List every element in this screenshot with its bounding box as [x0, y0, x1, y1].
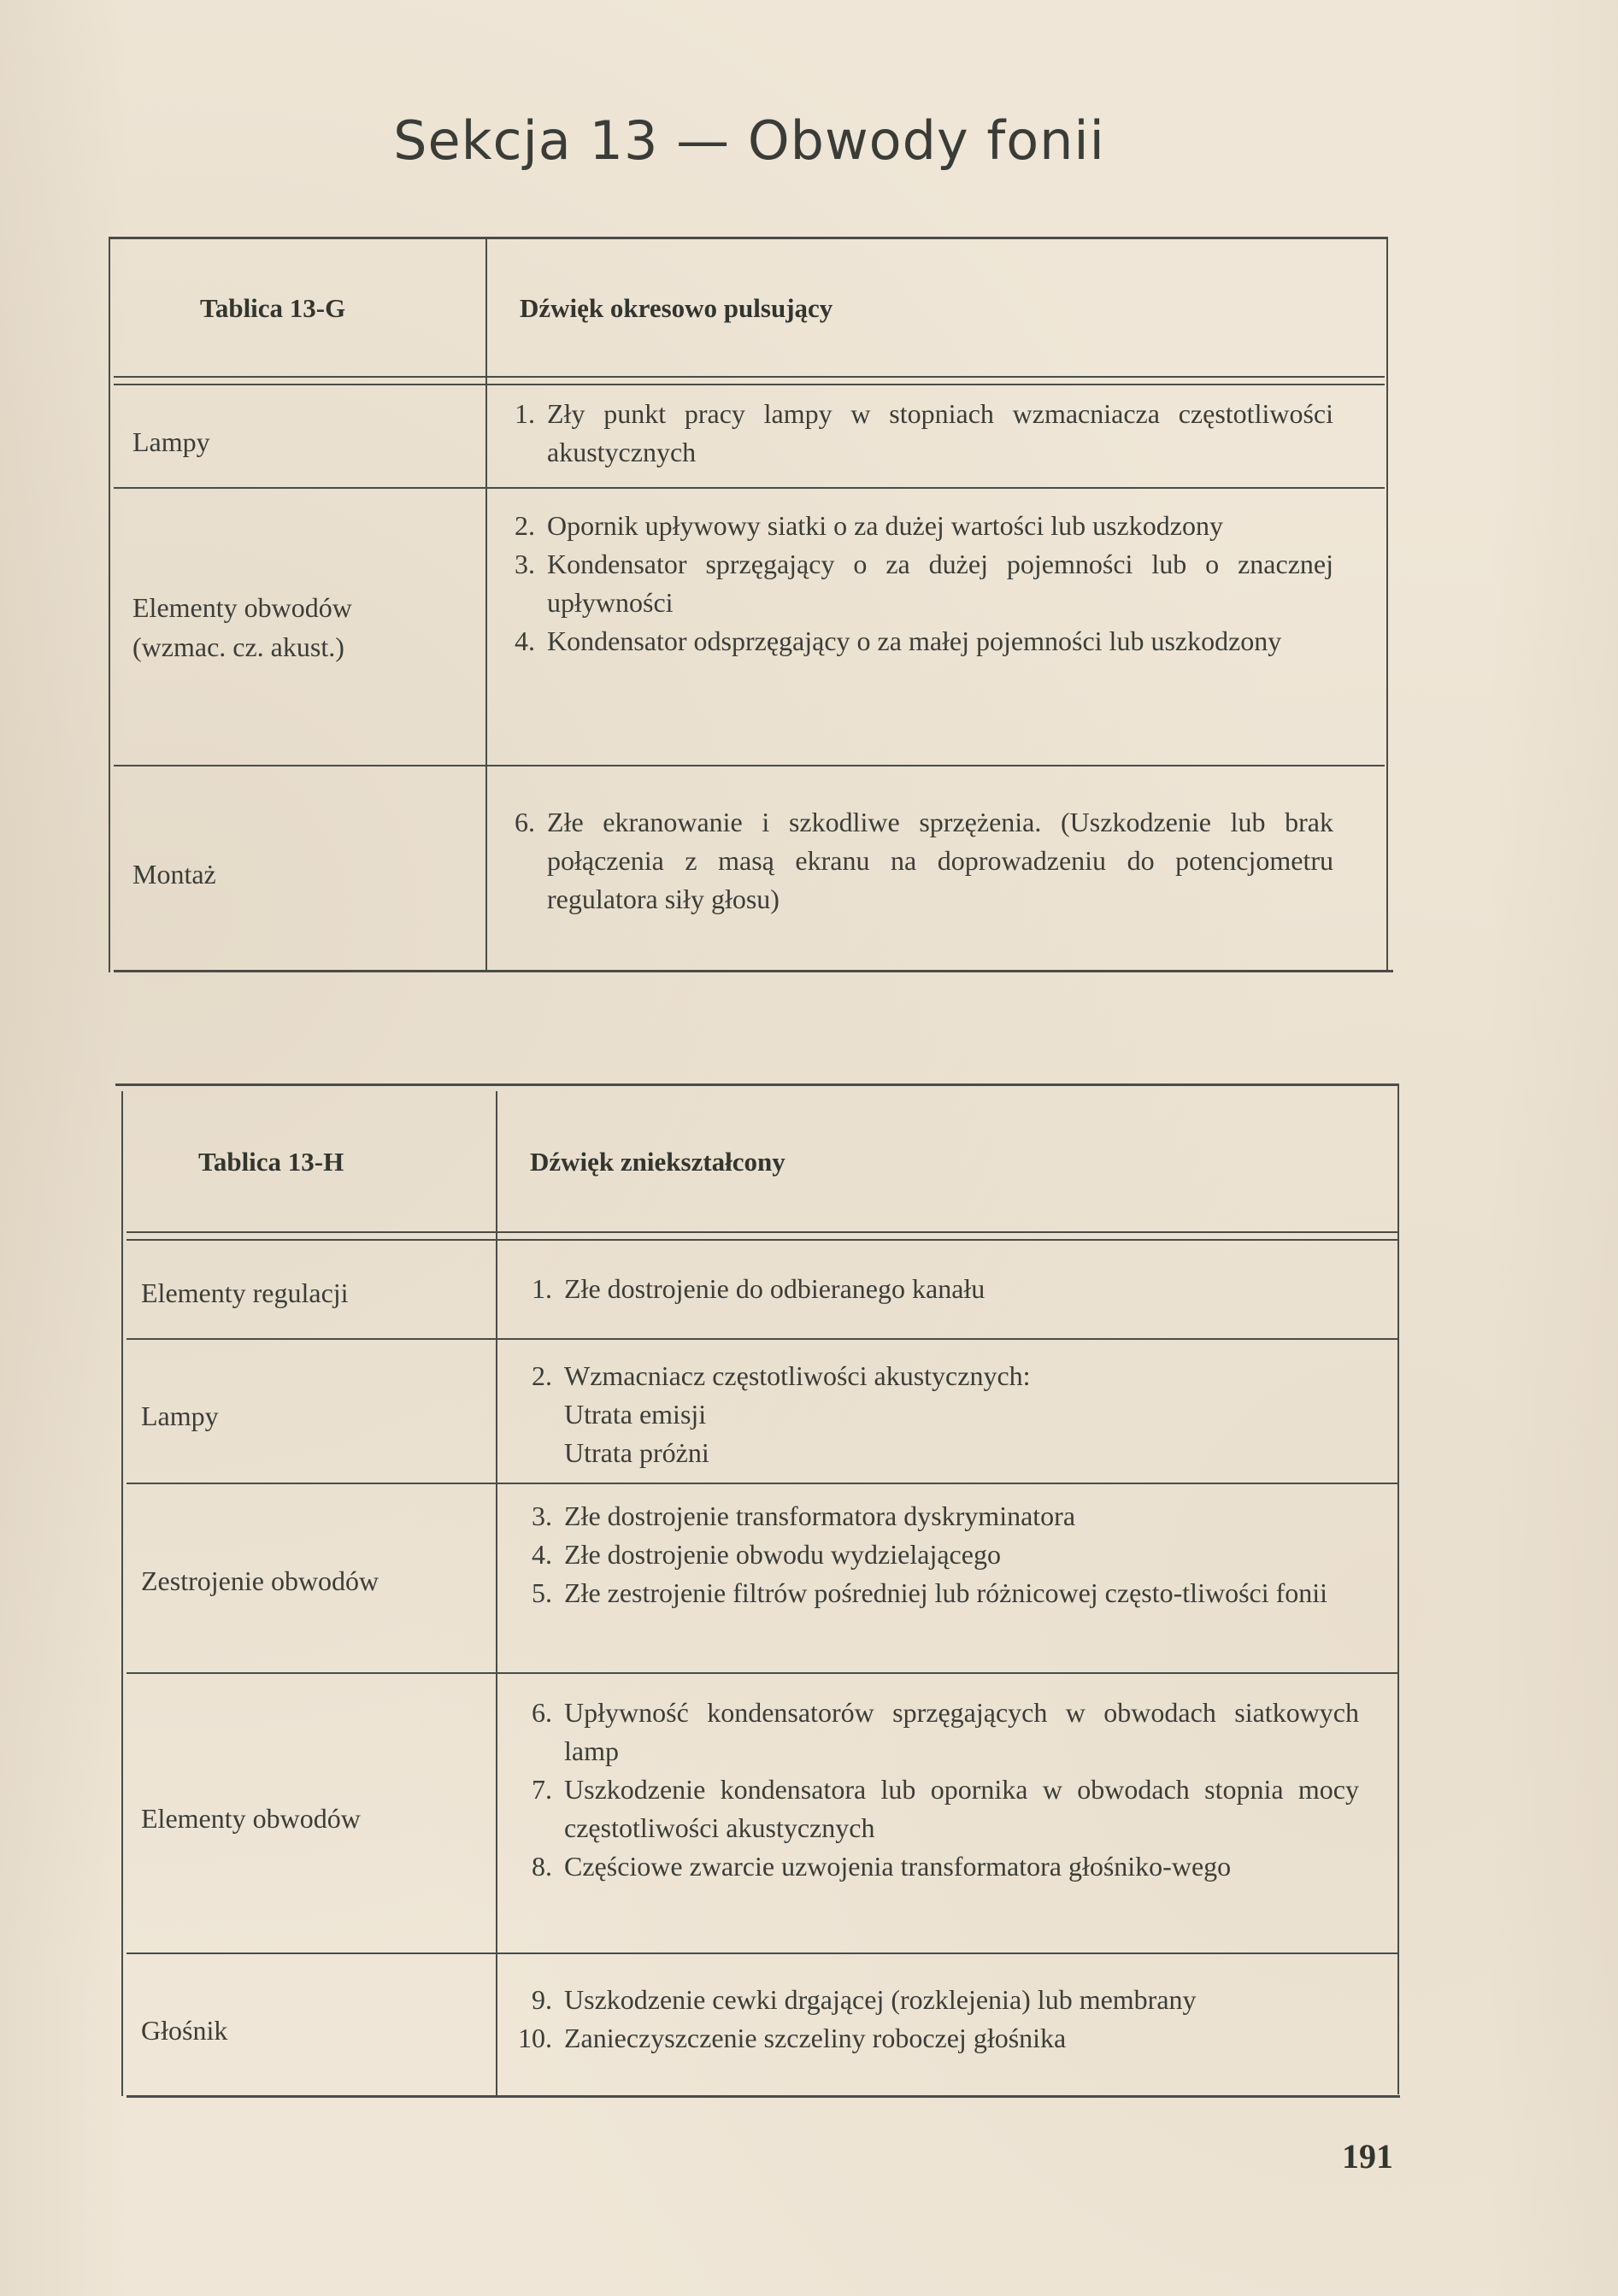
table-g-left-border — [109, 239, 110, 972]
list-item — [496, 622, 1333, 661]
list-item — [513, 1770, 1359, 1847]
item-number: 4. — [532, 1539, 552, 1570]
table-h-items — [513, 1270, 1359, 1308]
list-item — [513, 1981, 1368, 2019]
table-h-row-rule — [126, 1952, 1397, 1954]
table-h-category: Zestrojenie obwodów — [141, 1565, 379, 1596]
item-number: 5. — [532, 1577, 552, 1608]
item-number: 9. — [532, 1984, 552, 2015]
table-g-header-rule-1 — [114, 376, 1385, 378]
item-number: 7. — [532, 1774, 552, 1805]
item-number: 2. — [532, 1360, 552, 1391]
item-number: 3. — [515, 549, 535, 579]
table-h-row-rule — [126, 1483, 1397, 1484]
table-g-category: Lampy — [132, 426, 210, 457]
table-h-right-border — [1397, 1086, 1399, 2094]
item-number: 2. — [515, 510, 535, 541]
table-h-heading: Dźwięk zniekształcony — [530, 1147, 785, 1177]
table-g-category — [132, 588, 352, 666]
table-g-id-label: Tablica 13-G — [200, 293, 346, 323]
list-item — [513, 1270, 1359, 1308]
list-item — [513, 1357, 1359, 1395]
table-h-row-rule — [126, 1338, 1397, 1340]
table-h-items — [513, 1357, 1359, 1472]
table-h-items — [513, 1694, 1359, 1886]
page-number: 191 — [1342, 2137, 1393, 2176]
item-text: Upływność kondensatorów sprzęgających w obwodach siatkowych lamp — [564, 1697, 1359, 1766]
item-text: Złe dostrojenie obwodu wydzielającego — [564, 1539, 1001, 1570]
table-g-header-rule-2 — [114, 384, 1385, 385]
table-g-column-divider — [485, 239, 487, 970]
table-g-row-rule — [114, 487, 1385, 489]
table-g-category: Montaż — [132, 859, 216, 890]
table-h-column-divider — [496, 1091, 497, 2095]
item-text: Złe ekranowanie i szkodliwe sprzężenia. (Uszkodzenie lub brak połączenia z masą ekranu na doprowadzeniu do potencjometru regulatora siły głosu) — [547, 807, 1333, 914]
item-text: Złe dostrojenie do odbieranego kanału — [564, 1273, 986, 1304]
table-g-top-rule — [109, 237, 1388, 239]
item-text: Zły punkt pracy lampy w stopniach wzmacniacza częstotliwości akustycznych — [547, 398, 1333, 467]
item-number: 3. — [532, 1500, 552, 1531]
table-h-bottom-rule — [126, 2095, 1400, 2098]
list-item — [496, 507, 1333, 545]
item-text: Złe zestrojenie filtrów pośredniej lub różnicowej często-tliwości fonii — [564, 1577, 1328, 1608]
category-line: (wzmac. cz. akust.) — [132, 631, 344, 662]
table-h-left-border — [121, 1091, 123, 2096]
item-number: 10. — [518, 2023, 552, 2053]
table-g-row-rule — [114, 765, 1385, 766]
item-text: Wzmacniacz częstotliwości akustycznych: — [564, 1360, 1031, 1391]
list-item — [513, 1536, 1359, 1574]
item-number: 1. — [532, 1273, 552, 1304]
table-g-bottom-rule — [114, 970, 1393, 972]
list-item — [513, 1694, 1359, 1770]
item-text: Uszkodzenie kondensatora lub opornika w obwodach stopnia mocy częstotliwości akustycznych — [564, 1774, 1359, 1843]
table-g-items — [496, 803, 1333, 919]
item-number: 6. — [532, 1697, 552, 1728]
sub-item: Utrata emisji — [564, 1399, 707, 1430]
list-item — [513, 2019, 1368, 2058]
sub-item: Utrata próżni — [564, 1437, 709, 1468]
item-number: 8. — [532, 1851, 552, 1882]
table-h-top-rule — [115, 1083, 1399, 1086]
list-item — [513, 1497, 1359, 1536]
table-h-items — [513, 1981, 1368, 2058]
list-item — [513, 1574, 1359, 1612]
category-line: Elementy obwodów — [132, 592, 352, 623]
item-number: 4. — [515, 625, 535, 656]
table-g-items — [496, 507, 1333, 661]
table-h-items — [513, 1497, 1359, 1612]
table-h-category: Głośnik — [141, 2015, 228, 2046]
table-h-category: Elementy regulacji — [141, 1277, 349, 1308]
table-h-category: Elementy obwodów — [141, 1803, 361, 1834]
table-g-heading: Dźwięk okresowo pulsujący — [520, 293, 833, 323]
page-title: Sekcja 13 — Obwody fonii — [393, 109, 1105, 172]
table-h-header-rule-1 — [126, 1231, 1397, 1233]
table-h-row-rule — [126, 1672, 1397, 1674]
list-item — [496, 545, 1333, 622]
item-number: 6. — [515, 807, 535, 837]
table-h-id-label: Tablica 13-H — [198, 1147, 344, 1177]
item-text: Opornik upływowy siatki o za dużej wartości lub uszkodzony — [547, 510, 1223, 541]
list-item — [496, 803, 1333, 919]
table-h-category: Lampy — [141, 1401, 219, 1431]
item-text: Częściowe zwarcie uzwojenia transformatora głośniko-wego — [564, 1851, 1232, 1882]
item-text: Kondensator sprzęgający o za dużej pojemności lub o znacznej upływności — [547, 549, 1333, 618]
table-g-items — [496, 395, 1333, 472]
list-item — [513, 1847, 1359, 1886]
item-text: Kondensator odsprzęgający o za małej pojemności lub uszkodzony — [547, 625, 1282, 656]
list-item — [496, 395, 1333, 472]
item-number: 1. — [515, 398, 535, 429]
item-text: Zanieczyszczenie szczeliny roboczej głośnika — [564, 2023, 1067, 2053]
table-g-right-border — [1386, 239, 1388, 970]
item-text: Złe dostrojenie transformatora dyskryminatora — [564, 1500, 1076, 1531]
table-h-header-rule-2 — [126, 1239, 1397, 1241]
item-text: Uszkodzenie cewki drgającej (rozklejenia) lub membrany — [564, 1984, 1197, 2015]
